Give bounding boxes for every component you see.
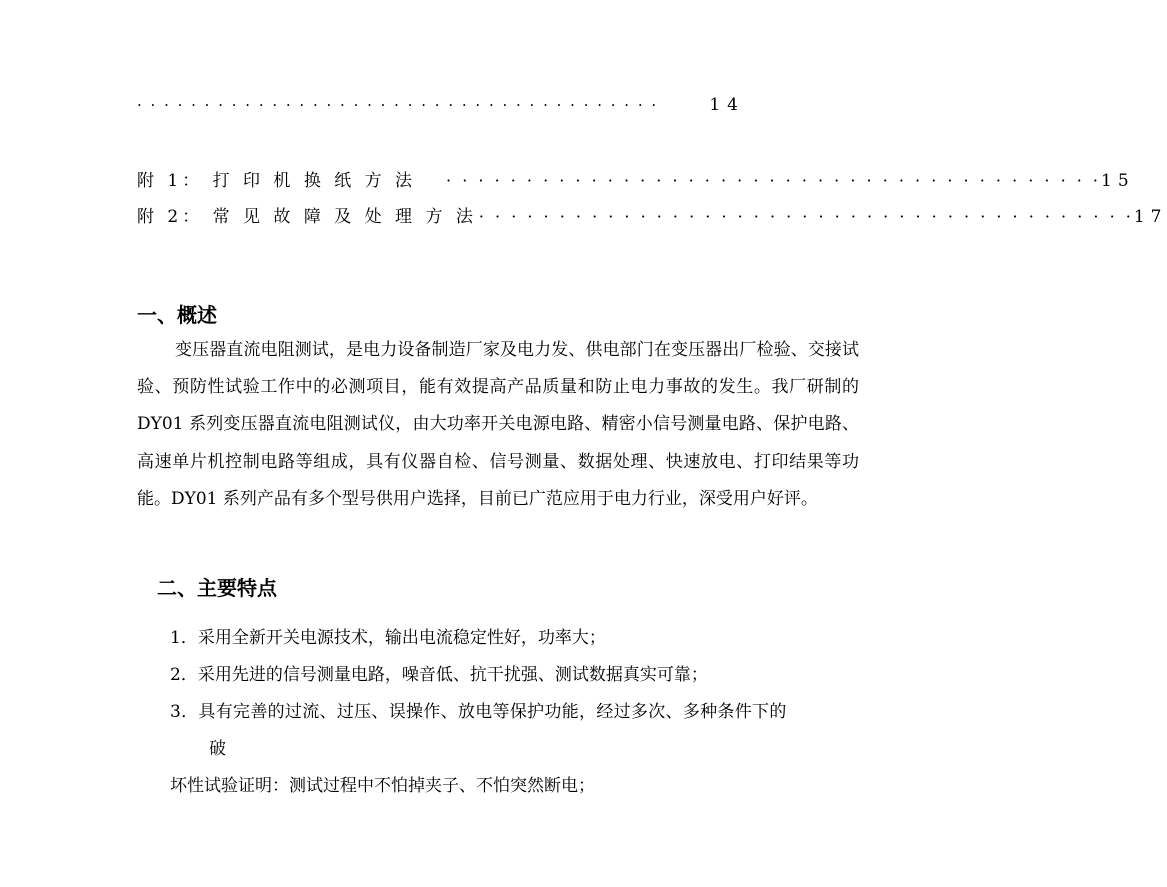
- section-heading-features: 二、主要特点: [157, 576, 277, 600]
- toc-leader-dots: · · · · · · · · · · · · · · · · · · · · · · · · · · · · · · · · · · · · · · ·: [137, 96, 659, 114]
- feature-item-1: 1．采用全新开关电源技术，输出电流稳定性好，功率大；: [170, 628, 606, 648]
- section-heading-overview: 一、概述: [137, 303, 217, 327]
- feature-item-3-continuation: 坏性试验证明：测试过程中不怕掉夹子、不怕突然断电；: [170, 776, 595, 796]
- feature-item-3: 3．具有完善的过流、过压、误操作、放电等保护功能，经过多次、多种条件下的: [170, 702, 787, 722]
- toc-entry-appendix-2[interactable]: [137, 202, 1167, 227]
- feature-item-2: 2．采用先进的信号测量电路，噪音低、抗干扰强、测试数据真实可靠；: [170, 665, 708, 685]
- toc-entry-appendix-1[interactable]: [137, 166, 1135, 191]
- toc-page-number: 17: [1133, 207, 1167, 227]
- toc-entry-label: 附 1： 打 印 机 换 纸 方 法: [137, 171, 417, 191]
- toc-page-number: 15: [1101, 171, 1135, 191]
- feature-item-3-wrap: 破: [209, 739, 226, 759]
- overview-paragraph: 变压器直流电阻测试，是电力设备制造厂家及电力发、供电部门在变压器出厂检验、交接试验、预防性试验工作中的必测项目，能有效提高产品质量和防止电力事故的发生。我厂研制的 DY01 系列变压器直流电阻测试仪，由大功率开关电源电路、精密小信号测量电路、保护电路、高速单片机控制电路等组成，具有仪器自检、信号测量、数据处理、快速放电、打印结果等功能。DY01 系列产品有多个型号供用户选择，目前已广范应用于电力行业，深受用户好评。: [137, 340, 859, 509]
- toc-continued-line: [137, 95, 745, 115]
- toc-entry-label: 附 2： 常 见 故 障 及 处 理 方 法: [137, 207, 477, 227]
- toc-page-number: 14: [709, 95, 745, 115]
- toc-leader-dots: · · · · · · · · · · · · · · · · · · · · · · · · · · · · · · · · · · · · · · · · ·: [446, 171, 1102, 190]
- toc-leader-dots: · · · · · · · · · · · · · · · · · · · · · · · · · · · · · · · · · · · · · · · · ·: [478, 207, 1134, 226]
